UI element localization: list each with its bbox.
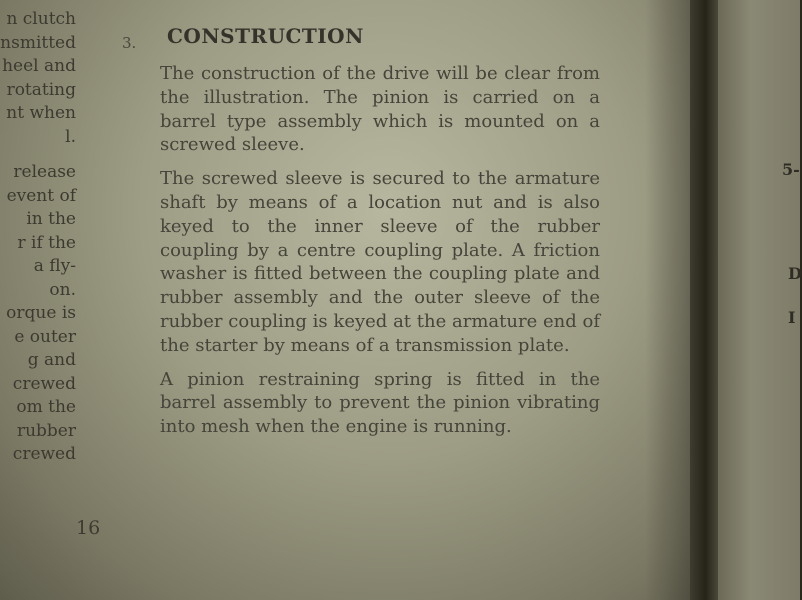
right-page-fragment: D xyxy=(788,264,802,283)
right-page-fragment: I xyxy=(788,308,796,327)
right-book-page xyxy=(718,0,800,600)
prev-line: event of xyxy=(6,185,76,206)
prev-line: on. xyxy=(49,279,76,300)
prev-line: e outer xyxy=(14,326,76,347)
prev-line: orque is xyxy=(6,303,76,323)
prev-line: nsmitted xyxy=(0,32,76,53)
paragraph: The screwed sleeve is secured to the armature shaft by means of a location nut and is also keyed to the inner sleeve of the rubber coupling by a centre coupling plate. A friction washer is fitted between the coupling plate and rubber assembly and the outer sleeve of the rubber coupling is keyed at the armature end of the starter by means of a transmission plate. xyxy=(160,168,600,356)
prev-line: release xyxy=(13,162,76,182)
prev-line: in the xyxy=(26,209,76,229)
prev-line: om the xyxy=(16,397,76,417)
prev-line: g and xyxy=(27,350,76,370)
paragraph: The construction of the drive will be clear from the illustration. The pinion is carried on a barrel type assembly which is mounted on a screwed sleeve. xyxy=(160,63,600,156)
prev-line: n clutch xyxy=(6,9,76,29)
prev-line: r if the xyxy=(17,232,76,253)
paragraph-gap xyxy=(0,149,76,161)
page-number: 16 xyxy=(76,517,101,539)
section-body xyxy=(160,62,600,449)
book-gutter xyxy=(690,0,718,600)
right-page-fragment: 5- xyxy=(782,160,800,179)
section-title: CONSTRUCTION xyxy=(167,24,364,48)
prev-line: crewed xyxy=(12,373,76,394)
prev-line: crewed xyxy=(12,444,76,464)
paragraph: A pinion restraining spring is fitted in the barrel assembly to prevent the pinion vibrating into mesh when the engine is running. xyxy=(160,368,600,438)
previous-column-fragment xyxy=(0,8,76,467)
prev-line: a fly- xyxy=(33,256,76,276)
prev-line: nt when xyxy=(6,103,76,123)
prev-line: rotating xyxy=(6,79,76,100)
prev-line: l. xyxy=(65,126,76,147)
prev-line: heel and xyxy=(2,56,76,76)
prev-line: rubber xyxy=(16,420,76,441)
section-number: 3. xyxy=(122,34,137,52)
